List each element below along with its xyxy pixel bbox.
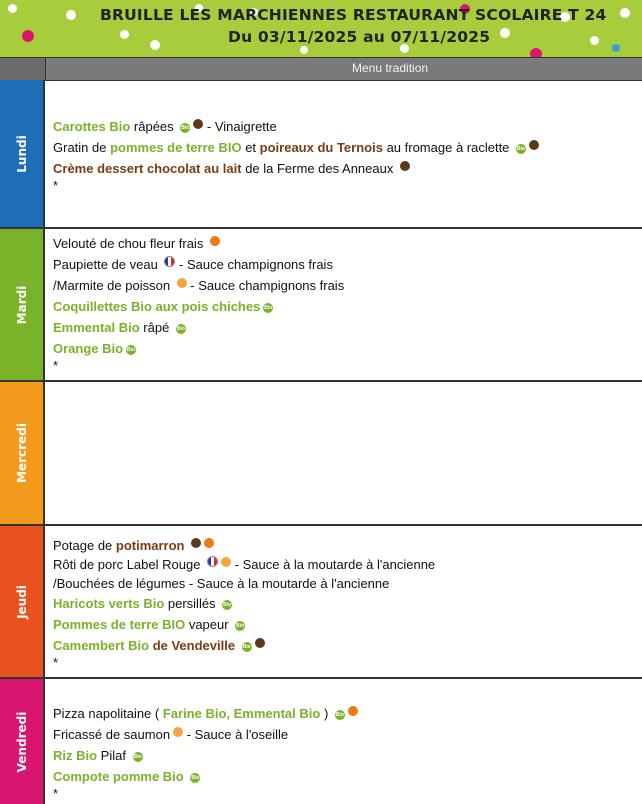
local-producer-icon (529, 140, 539, 150)
homemade-icon (348, 706, 358, 716)
sustainable-fishing-icon (177, 278, 187, 288)
day-row-jeudi (0, 526, 642, 679)
french-origin-icon (207, 556, 218, 567)
menu-line: Emmental Bio râpé Bio (53, 320, 185, 335)
menu-line: * (53, 786, 59, 801)
menu-items-vendredi (53, 703, 358, 801)
menu-column-label: Menu tradition (352, 61, 429, 75)
homemade-icon (210, 236, 220, 246)
restaurant-title: BRUILLE LES MARCHIENNES RESTAURANT SCOLAIRE T 24 (100, 6, 607, 24)
sustainable-fishing-icon (173, 727, 183, 737)
day-row-vendredi (0, 679, 642, 804)
day-label-mercredi: Mercredi (0, 382, 45, 524)
day-label-vendredi: Vendredi (0, 679, 45, 804)
local-producer-icon (191, 538, 201, 548)
bio-icon: Bio (223, 602, 232, 608)
menu-line: Pommes de terre BIO vapeur Bio (53, 617, 245, 632)
date-range: Du 03/11/2025 au 07/11/2025 (228, 28, 491, 46)
bio-icon: Bio (264, 305, 273, 311)
label-rouge-icon (221, 557, 231, 567)
homemade-icon (204, 538, 214, 548)
menu-header (0, 0, 642, 57)
column-header (0, 57, 642, 81)
bio-icon: Bio (176, 326, 185, 332)
bio-icon: Bio (133, 754, 142, 760)
menu-line: Camembert Bio de Vendeville Bio (53, 635, 435, 656)
local-producer-icon (255, 638, 265, 648)
local-producer-icon (193, 119, 203, 129)
menu-line: * (53, 655, 59, 670)
bio-icon: Bio (191, 775, 200, 781)
menu-line: Gratin de pommes de terre BIO et poireaux du Ternois au fromage à raclette Bio (53, 137, 539, 158)
day-row-mardi (0, 229, 642, 382)
day-row-lundi (0, 80, 642, 229)
menu-items-mardi (53, 233, 344, 373)
local-producer-icon (400, 161, 410, 171)
menu-line: Haricots verts Bio persillés Bio (53, 596, 232, 611)
menu-line: Riz Bio Pilaf Bio (53, 748, 142, 763)
menu-line: Potage de potimarron (53, 536, 435, 555)
day-row-mercredi (0, 382, 642, 526)
bio-icon: Bio (335, 712, 344, 718)
bio-icon: Bio (127, 347, 136, 353)
day-label-mardi: Mardi (0, 229, 45, 380)
decor-dot (530, 48, 542, 57)
bio-icon: Bio (236, 623, 245, 629)
menu-line: /Marmite de poisson - Sauce champignons frais (53, 278, 345, 293)
menu-line: Paupiette de veau - Sauce champignons frais (53, 257, 333, 272)
bio-icon: Bio (242, 644, 251, 650)
column-header-corner (0, 58, 46, 80)
decor-dot (300, 46, 308, 54)
menu-line: Crème dessert chocolat au lait de la Ferme des Anneaux (53, 158, 539, 179)
menu-line: Fricassé de saumon - Sauce à l'oseille (53, 727, 289, 742)
menu-line: * (53, 178, 59, 193)
menu-line: * (53, 358, 59, 373)
menu-items-jeudi (53, 536, 435, 670)
french-origin-icon (164, 256, 175, 267)
bio-icon: Bio (181, 125, 190, 131)
menu-line: Compote pomme Bio Bio (53, 769, 200, 784)
menu-line: Velouté de chou fleur frais (53, 233, 344, 254)
menu-line: Pizza napolitaine ( Farine Bio, Emmental Bio ) Bio (53, 703, 358, 724)
menu-line: Orange Bio Bio (53, 341, 136, 356)
menu-line: Carottes Bio râpées Bio - Vinaigrette (53, 119, 277, 134)
menu-line: /Bouchées de légumes - Sauce à la moutarde à l'ancienne (53, 576, 390, 591)
bio-icon: Bio (517, 146, 526, 152)
menu-line: Coquillettes Bio aux pois chiches Bio (53, 299, 273, 314)
menu-line: Rôti de porc Label Rouge - Sauce à la moutarde à l'ancienne (53, 557, 436, 572)
menu-items-lundi (53, 116, 539, 193)
day-label-jeudi: Jeudi (0, 526, 45, 677)
day-label-lundi: Lundi (0, 80, 45, 227)
